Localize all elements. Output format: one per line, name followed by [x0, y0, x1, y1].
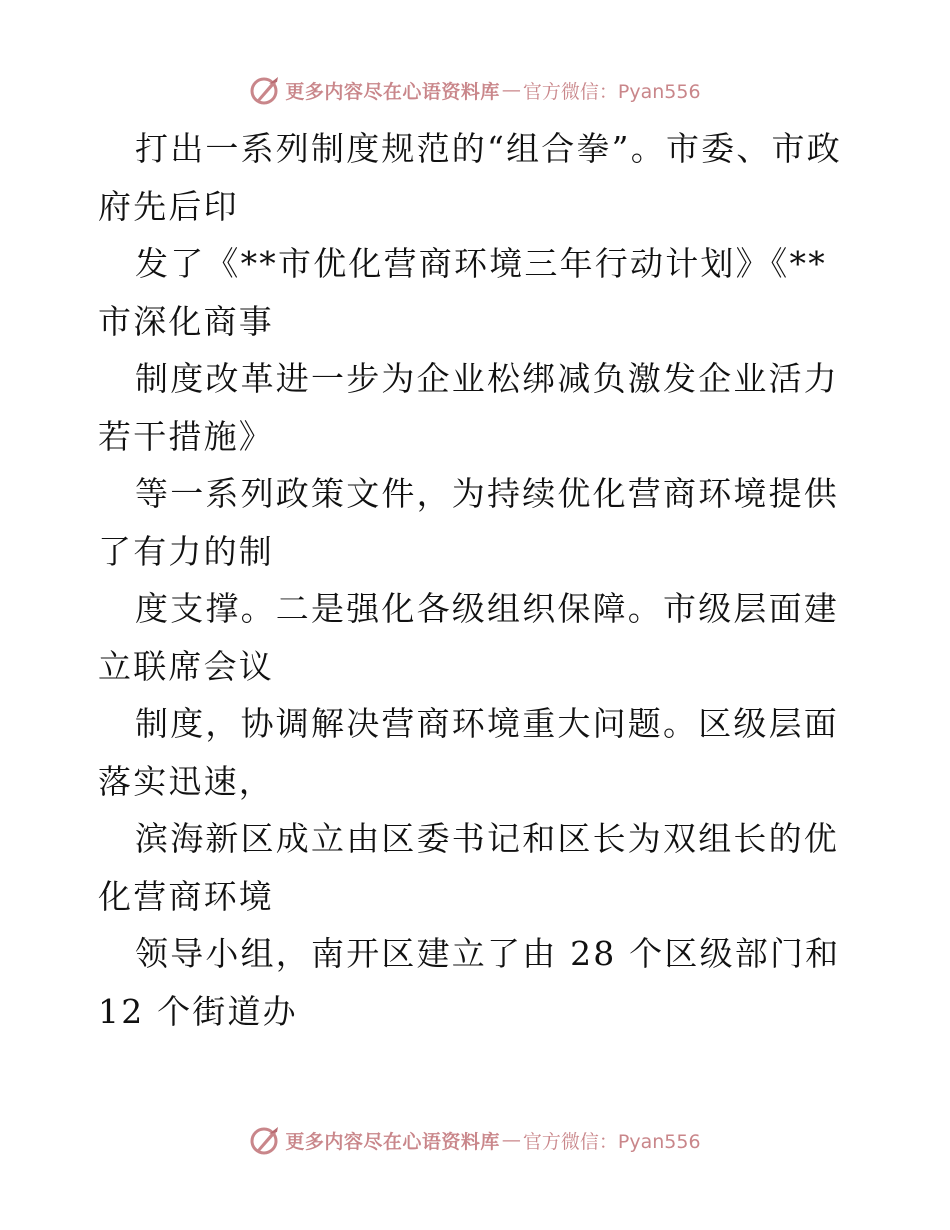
quill-pen-logo-icon — [249, 1124, 281, 1156]
paragraph: 发了《**市优化营商环境三年行动计划》《**市深化商事 — [98, 244, 827, 341]
document-body — [98, 120, 858, 1040]
footer-banner — [0, 1120, 950, 1160]
paragraph: 等一系列政策文件，为持续优化营商环境提供了有力的制 — [98, 474, 839, 571]
paragraph: 领导小组，南开区建立了由 28 个区级部门和 12 个街道办 — [98, 934, 841, 1031]
paragraph: 制度，协调解决营商环境重大问题。区级层面落实迅速， — [98, 704, 839, 801]
header-banner-dash: — — [501, 79, 521, 101]
header-banner — [0, 70, 950, 110]
paragraph: 制度改革进一步为企业松绑减负激发企业活力若干措施》 — [98, 359, 839, 456]
paragraph: 打出一系列制度规范的“组合拳”。市委、市政府先后印 — [98, 129, 842, 226]
paragraph: 滨海新区成立由区委书记和区长为双组长的优化营商环境 — [98, 819, 839, 916]
footer-banner-wechat: 官方微信：Pyan556 — [522, 1130, 701, 1153]
paragraph: 度支撑。二是强化各级组织保障。市级层面建立联席会议 — [98, 589, 839, 686]
header-banner-title: 更多内容尽在心语资料库 — [285, 80, 500, 103]
header-banner-wechat: 官方微信：Pyan556 — [522, 80, 701, 103]
quill-pen-logo-icon — [249, 74, 281, 106]
footer-banner-title: 更多内容尽在心语资料库 — [285, 1130, 500, 1153]
footer-banner-dash: — — [501, 1129, 521, 1151]
